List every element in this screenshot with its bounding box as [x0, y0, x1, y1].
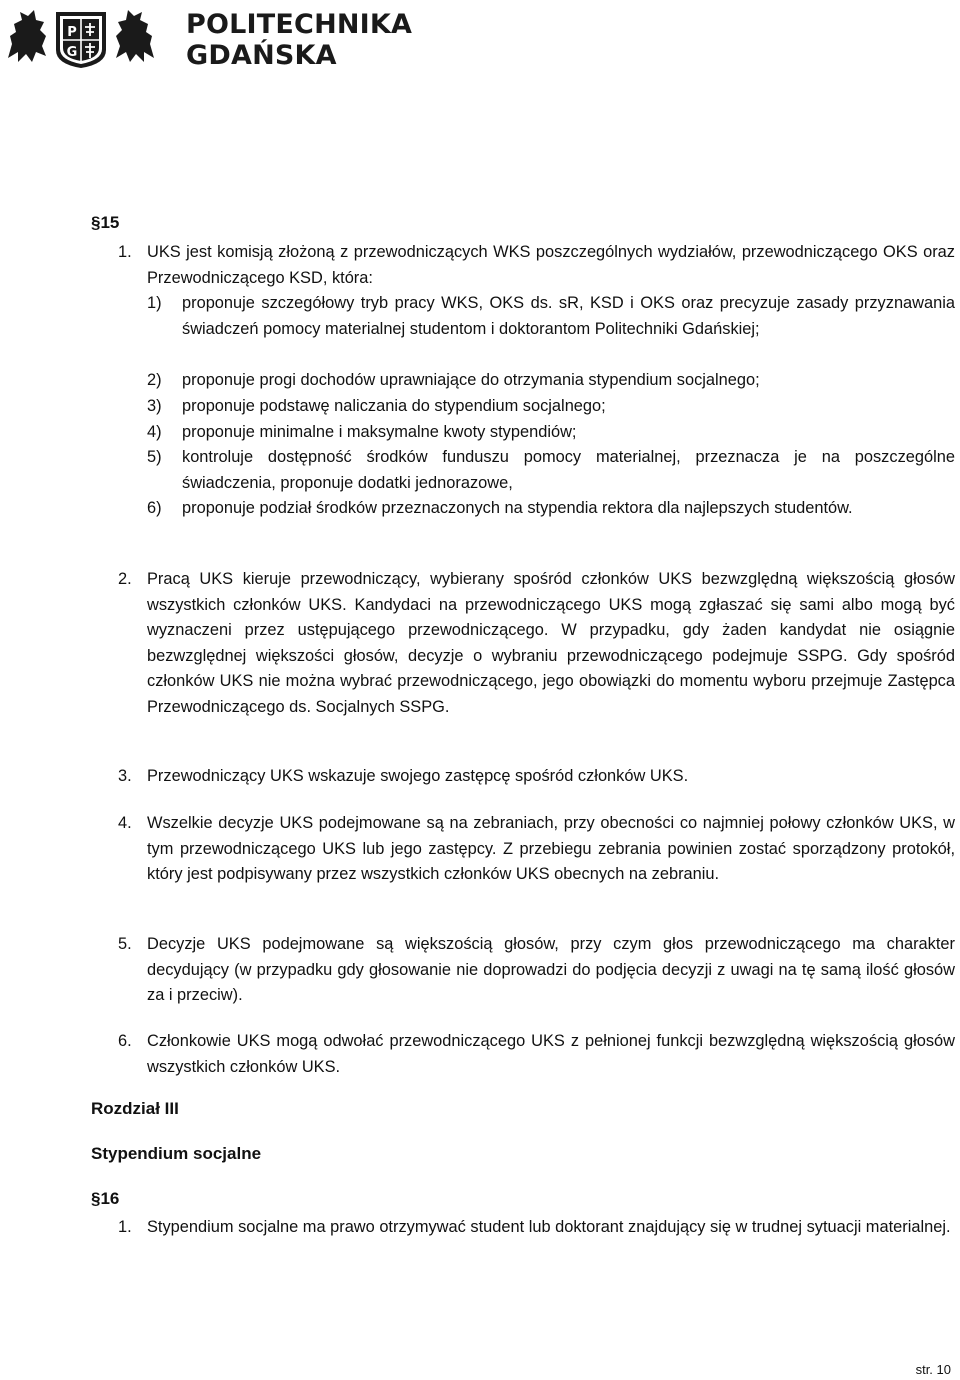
paragraph-text: Stypendium socjalne ma prawo otrzymywać student lub doktorant znajdujący się w trudnej sytuacji materialnej. — [147, 1218, 951, 1236]
university-logo — [6, 6, 412, 70]
chapter-subtitle: Stypendium socjalne — [91, 1144, 262, 1163]
list-item-text: proponuje podstawę naliczania do stypendium socjalnego; — [182, 397, 606, 415]
university-name — [186, 9, 412, 71]
page-number: str. 10 — [915, 1362, 951, 1377]
list-item-number: 3) — [147, 397, 162, 415]
paragraph-number: 4. — [118, 814, 132, 832]
paragraph-number: 6. — [118, 1032, 132, 1050]
paragraph-number: 3. — [118, 767, 132, 785]
list-item-text: proponuje podział środków przeznaczonych na stypendia rektora dla najlepszych studentów. — [182, 499, 853, 517]
svg-text:G: G — [66, 45, 78, 60]
pg-crest-icon — [6, 6, 156, 70]
paragraph-text: Decyzje UKS podejmowane są większością głosów, przy czym głos przewodniczącego ma charakter decydujący (w przypadku gdy głosowanie nie doprowadzi do podjęcia decyzji z uwagi na tę samą ilość głosów za i przeciw). — [147, 935, 955, 1005]
paragraph-text: Pracą UKS kieruje przewodniczący, wybierany spośród członków UKS bezwzględną większością głosów wszystkich członków UKS. Kandydaci na przewodniczącego UKS mogą zgłaszać się sami albo mogą być wyznaczeni przez ustępującego przewodniczącego. W przypadku, gdy żaden kandydat nie osiągnie bezwzględnej większości głosów, decyzje o wybraniu przewodniczącego podejmuje SSPG. Gdy spośród członków UKS nie można wybrać przewodniczącego, jego obowiązki do momentu wyboru przejmuje Zastępca Przewodniczącego ds. Socjalnych SSPG. — [147, 570, 955, 716]
paragraph-number: 1. — [118, 1218, 132, 1236]
list-item-number: 5) — [147, 448, 162, 466]
svg-text:P: P — [67, 25, 77, 40]
paragraph-number: 5. — [118, 935, 132, 953]
paragraph-text: Wszelkie decyzje UKS podejmowane są na zebraniach, przy obecności co najmniej połowy członków UKS, w tym przewodniczącego UKS lub jego zastępcy. Z przebiegu zebrania powinien zostać sporządzony protokół, który jest podpisywany przez wszystkich członków UKS obecnych na zebraniu. — [147, 814, 955, 884]
section-sign-15: §15 — [91, 213, 120, 232]
list-item-text: proponuje minimalne i maksymalne kwoty stypendiów; — [182, 423, 577, 441]
paragraph-number: 1. — [118, 243, 132, 261]
paragraph-text: Przewodniczący UKS wskazuje swojego zastępcę spośród członków UKS. — [147, 767, 689, 785]
section-sign-16: §16 — [91, 1189, 120, 1208]
list-item-number: 2) — [147, 371, 162, 389]
paragraph-text: Członkowie UKS mogą odwołać przewodniczącego UKS z pełnionej funkcji bezwzględną większością głosów wszystkich członków UKS. — [147, 1032, 955, 1076]
list-item-text: proponuje szczegółowy tryb pracy WKS, OKS ds. sR, KSD i OKS oraz precyzuje zasady przyznawania świadczeń pomocy materialnej studentom i doktorantom Politechniki Gdańskiej; — [182, 294, 955, 338]
paragraph-text: UKS jest komisją złożoną z przewodniczących WKS poszczególnych wydziałów, przewodniczącego OKS oraz Przewodniczącego KSD, która: — [147, 243, 955, 287]
list-item-text: proponuje progi dochodów uprawniające do otrzymania stypendium socjalnego; — [182, 371, 760, 389]
list-item-number: 4) — [147, 423, 162, 441]
logo-line-2: GDAŃSKA — [186, 40, 337, 71]
list-item-number: 1) — [147, 294, 162, 312]
chapter-title: Rozdział III — [91, 1099, 179, 1118]
logo-line-1: POLITECHNIKA — [186, 9, 413, 40]
list-item-number: 6) — [147, 499, 162, 517]
list-item-text: kontroluje dostępność środków funduszu pomocy materialnej, przeznacza je na poszczególne świadczenia, proponuje dodatki jednorazowe, — [182, 448, 955, 492]
paragraph-number: 2. — [118, 570, 132, 588]
